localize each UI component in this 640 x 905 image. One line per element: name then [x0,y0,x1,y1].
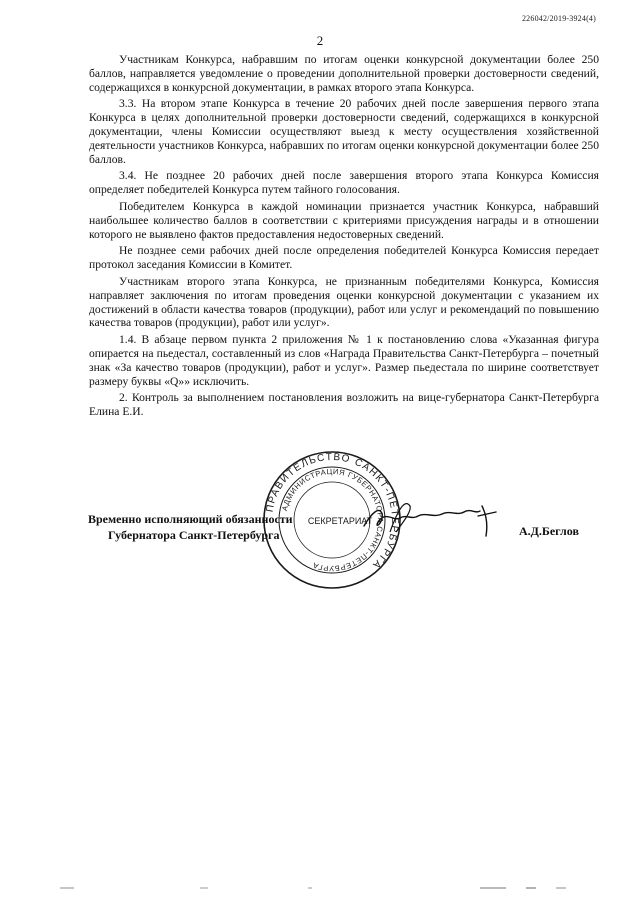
paragraph: 3.4. Не позднее 20 рабочих дней после завершения второго этапа Конкурса Комиссия определяет победителей Конкурса путем тайного голосования. [89,169,599,197]
scan-artifact-marks [60,882,580,892]
signature-title-line1: Временно исполняющий обязанности [88,512,293,526]
document-number: 226042/2019-3924(4) [521,14,596,23]
paragraph: Участникам второго этапа Конкурса, не признанным победителями Конкурса, Комиссия направляет заключения по итогам проведения оценки конкурсной документации с указанием их достижений в области качества товаров (продукции), работ или услуг и рекомендаций по повышению качества товаров (продукции), работ или услуг». [89,274,599,330]
paragraph: 3.3. На втором этапе Конкурса в течение 20 рабочих дней после завершения первого этапа Конкурса в целях дополнительной проверки достоверности сведений, содержащихся в конкурсной документации, члены Комиссии осуществляют выезд к месту осуществления хозяйственной деятельности участников Конкурса, набравших по итогам оценки конкурсной документации более 250 баллов. [89,97,599,166]
paragraph: Участникам Конкурса, набравшим по итогам оценки конкурсной документации более 250 баллов, направляется уведомление о проведении дополнительной проверки достоверности сведений, содержащихся в конкурсной документации, в рамках второго этапа Конкурса. [89,53,599,94]
paragraph: 1.4. В абзаце первом пункта 2 приложения № 1 к постановлению слова «Указанная фигура опирается на пьедестал, составленный из слов «Награда Правительства Санкт-Петербурга – почетный знак «За качество товаров (продукции), работ и услуг». Размер пьедестала по ширине соответствует размеру буквы «Q»» исключить. [89,333,599,388]
seal-outer-text: ПРАВИТЕЛЬСТВО САНКТ-ПЕТЕРБУРГА [264,451,401,571]
seal-inner-text: АДМИНИСТРАЦИЯ ГУБЕРНАТОРА САНКТ-ПЕТЕРБУРГА [279,466,386,574]
seal-center-text: СЕКРЕТАРИАТ [307,516,373,526]
signature-title-line2: Губернатора Санкт-Петербурга [108,528,280,542]
paragraph: Не позднее семи рабочих дней после определения победителей Конкурса Комиссия передает протокол заседания Комиссии в Комитет. [89,244,599,272]
page-number: 2 [316,33,324,48]
paragraph: 2. Контроль за выполнением постановления возложить на вице-губернатора Санкт-Петербурга Елина Е.И. [89,391,599,419]
document-body [89,53,599,422]
signer-name: А.Д.Беглов [519,524,579,538]
paragraph: Победителем Конкурса в каждой номинации признается участник Конкурса, набравший наибольшее количество баллов в соответствии с критериями присуждения награды и в отношении которого не выявлено фактов предоставления недостоверных сведений. [89,199,599,241]
handwritten-signature [360,492,510,542]
